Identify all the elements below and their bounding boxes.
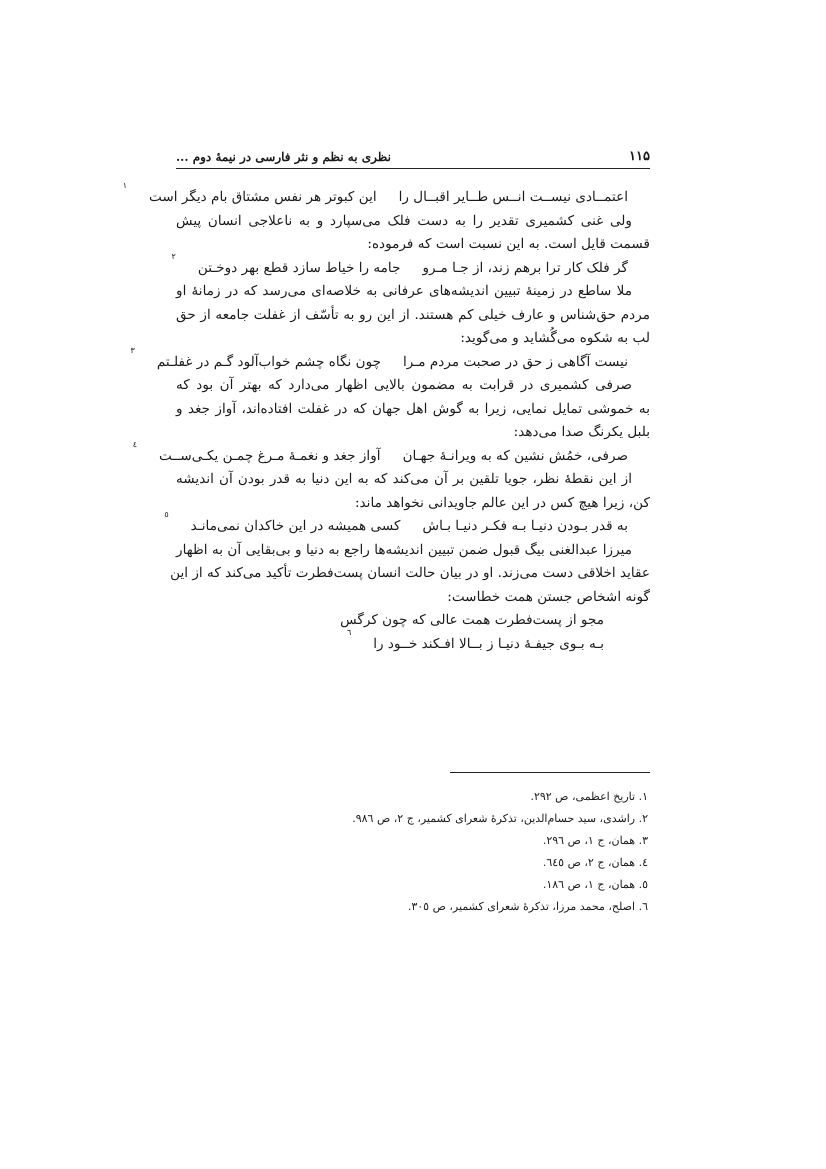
verse-line <box>130 345 650 375</box>
hemistich-first: صرفی، خمُش نشین که به ویرانـۀ جهـان <box>402 447 628 464</box>
footnote-item: ۳. همان، ج ۱، ص ۲۹٦. <box>542 834 648 847</box>
hemistich-second: کسی همیشه در این خاکدان نمی‌مانـد <box>190 518 401 534</box>
footnote-item: ٦. اصلح، محمد مرزا، تذکرۀ شعرای کشمیر، ص ۳۰٥. <box>407 900 648 913</box>
footnote-marker: ۱ <box>122 181 128 190</box>
hemistich-first: بـه بـوی جیفـۀ دنیـا ز بــالا افـکند خــود را <box>373 635 604 652</box>
hemistich-second: جامه را خیاط سازد قطع بهر دوخـتن <box>197 259 401 276</box>
text-line: گونه اشخاص جستن همت خطاست: <box>447 588 650 605</box>
footnote-separator <box>450 772 650 773</box>
verse-line <box>132 439 650 469</box>
footnote-item: ٥. همان، ج ۱، ص ۱۸٦. <box>542 878 648 891</box>
footnotes <box>176 786 650 918</box>
footnote-marker: ۲ <box>171 251 176 261</box>
hemistich-first: اعتمــادی نیســت انــس طــایر اقبــال را <box>398 189 628 205</box>
text-line: مردم حق‌شناس و عارف خیلی کم هستند. از این رو به تأسّف از غفلت جامعه از حق <box>176 306 650 323</box>
text-line: از این نقطۀ نظر، جویا تلقین بر آن می‌کند که به این دنیا به قدر بودن آن اندیشه <box>176 471 632 487</box>
footnote-marker: ٤ <box>132 439 138 449</box>
page-number: ۱۱۵ <box>629 149 650 164</box>
running-title: نظری به نظم و نثر فارسی در نیمۀ دوم ... <box>176 150 391 164</box>
verse-line <box>176 627 650 657</box>
verse-line <box>122 181 650 210</box>
hemistich-first: به قدر بـودن دنیـا بـه فکـر دنیـا بـاش <box>422 518 628 534</box>
text-line: به خموشی تمایل نمایی، زیرا به گوش اهل جهان که در غفلت افتاده‌اند، آواز جغد و <box>176 400 650 417</box>
footnote-item: ۲. راشدی، سید حسام‌الدین، تذکرۀ شعرای کشمیر، ج ۲، ص ۹۸٦. <box>352 812 648 825</box>
hemistich-first: نیست آگاهی ز حق در صحبت مردم مـرا <box>403 353 628 370</box>
text-line: عقاید اخلاقی دست می‌زند. او در بیان حالت انسان پست‌فطرت تأکید می‌کند که از این <box>170 565 650 581</box>
footnote-marker: ٦ <box>346 627 352 637</box>
text-line: میرزا عبدالغنی بیگ قبول ضمن تبیین اندیشه‌ها راجع به دنیا و بی‌بقایی آن به اظهار <box>176 541 632 558</box>
verse-line <box>171 251 650 281</box>
main-text <box>122 181 650 656</box>
footnote-marker: ۳ <box>130 345 135 355</box>
text-line: کن، زیرا هیچ کس در این عالم جاویدانی نخواهد ماند: <box>354 494 650 511</box>
hemistich-first: گر فلک کار ترا برهم زند، از جـا مـرو <box>422 259 628 276</box>
text-line: قسمت قایل است. به این نسبت است که فرموده: <box>367 236 650 252</box>
running-header <box>176 142 650 169</box>
footnote-marker: ٥ <box>164 510 169 519</box>
text-line: ولی غنی کشمیری تقدیر را به دست فلک می‌سپارد و به ناعلاجی انسان پیش <box>176 212 632 229</box>
footnote-item: ۱. تاریخ اعظمی، ص ۲۹۲. <box>530 790 648 803</box>
hemistich-second: این کبوتر هر نفس مشتاق بام دیگر است <box>149 189 377 205</box>
verse-line <box>164 510 650 539</box>
text-line: لب به شکوه می‌گُشاید و می‌گوید: <box>460 330 650 346</box>
verse-line <box>176 609 650 633</box>
footnote-item: ٤. همان، ج ۲، ص ٦٤٥. <box>542 856 648 869</box>
hemistich-second: چون نگاه چشم خواب‌آلود گـم در غفلـتم <box>156 353 382 370</box>
text-line: بلبل یکرنگ صدا می‌دهد: <box>513 424 650 440</box>
hemistich-first: مجو از پست‌فطرت همت عالی که چون کرگس <box>340 612 604 628</box>
text-line: صرفی کشمیری در قرابت به مضمون بالایی اظهار می‌دارد که بهتر آن بود که <box>176 377 632 393</box>
text-line: ملا ساطع در زمینۀ تبیین اندیشه‌های عرفانی به خلاصه‌ای می‌رسد که در زمانۀ او <box>176 283 632 299</box>
hemistich-second: آواز جغد و نغمـۀ مـرغ چمـن یکـی‌ســت <box>159 447 381 464</box>
